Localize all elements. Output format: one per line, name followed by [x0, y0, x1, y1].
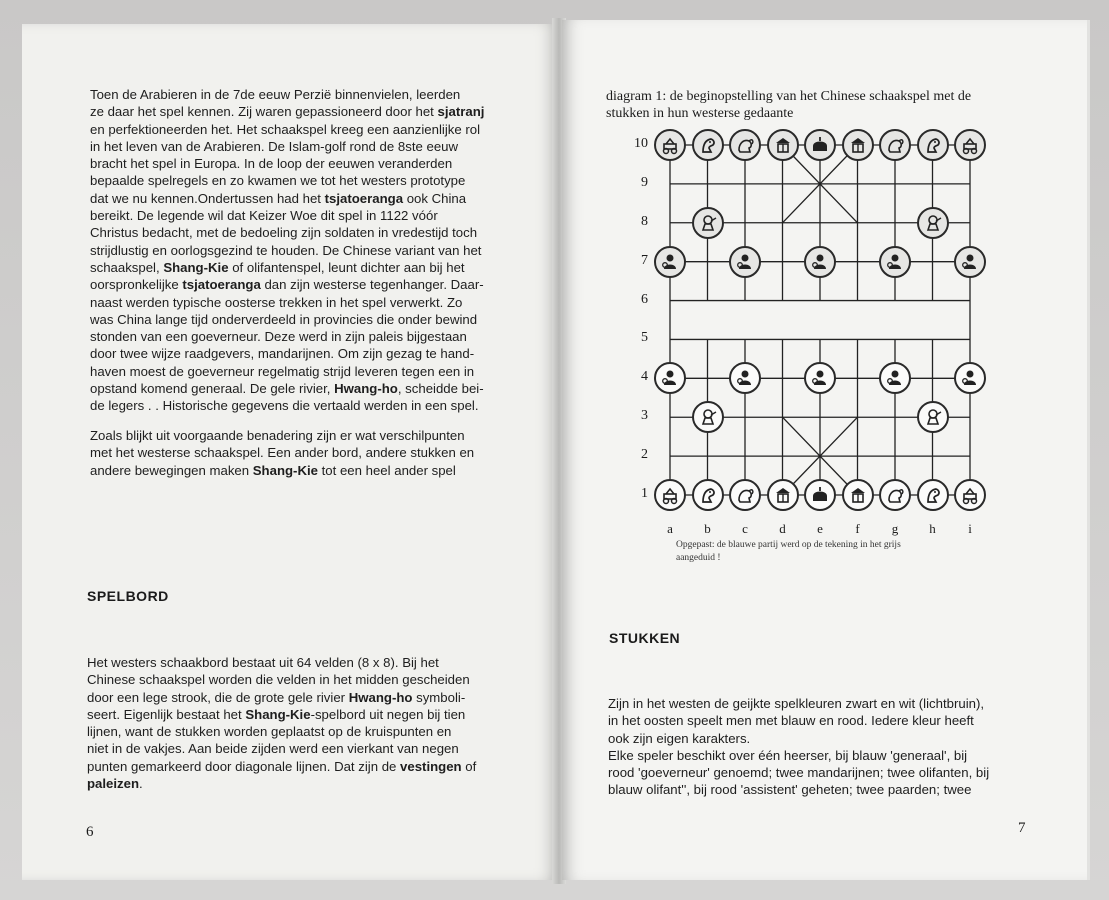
text-line — [90, 294, 510, 311]
pawn-icon — [810, 368, 830, 388]
pawn-piece — [804, 246, 836, 278]
bold-term: tsjatoeranga — [182, 277, 261, 293]
line-text-after: of olifantenspel, leunt dichter aan bij het — [228, 259, 465, 275]
line-text: dat we nu kennen.Ondertussen had het — [90, 190, 325, 206]
rank-label: 1 — [641, 486, 648, 501]
cannon-icon — [698, 213, 718, 233]
line-text: bepaalde spelregels en zo kwamen we tot het westers prototype — [90, 173, 466, 189]
knight-piece — [917, 129, 949, 161]
advisor-icon — [848, 135, 868, 155]
cannon-icon — [698, 407, 718, 427]
knight-piece — [917, 479, 949, 511]
line-text: andere bewegingen maken — [90, 462, 253, 478]
file-label: g — [891, 521, 899, 536]
rank-label: 2 — [641, 447, 648, 463]
knight-icon — [923, 485, 943, 505]
bishop-piece — [729, 479, 761, 511]
text-line: ook zijn eigen karakters. — [608, 730, 751, 746]
pawn-icon — [885, 368, 905, 388]
bold-term: Shang-Kie — [245, 706, 311, 722]
king-icon — [810, 485, 830, 505]
cannon-piece — [692, 207, 724, 239]
rank-label: 9 — [641, 174, 648, 190]
text-line — [90, 427, 510, 444]
text-line — [90, 86, 510, 103]
text-line — [87, 723, 512, 740]
text-line — [87, 706, 512, 723]
rook-piece — [954, 129, 986, 161]
line-text: Christus bedacht, met de bedoeling zijn soldaten in vredestijd toch — [90, 225, 478, 241]
bold-term: sjatranj — [437, 104, 485, 120]
text-line — [90, 328, 510, 345]
line-text: seert. Eigenlijk bestaat het — [87, 706, 246, 722]
rook-icon — [960, 485, 980, 505]
heading-stukken: STUKKEN — [609, 630, 681, 646]
page-number-right: 7 — [1018, 820, 1026, 836]
knight-icon — [923, 135, 943, 155]
text-line: in het oosten speelt men met blauw en rood. Iedere kleur heeft — [608, 713, 974, 729]
file-label: a — [667, 521, 673, 536]
text-line — [90, 276, 510, 293]
knight-icon — [698, 135, 718, 155]
text-line — [90, 397, 510, 414]
text-line — [90, 172, 510, 189]
text-line — [90, 190, 510, 207]
bold-term: Shang-Kie — [163, 259, 229, 275]
text-line — [90, 363, 510, 380]
text-line — [87, 654, 512, 671]
line-text: Het westers schaakbord bestaat uit 64 velden (8 x 8). Bij het — [87, 655, 439, 670]
text-line — [87, 775, 512, 792]
line-text-after: tot een heel ander spel — [317, 462, 456, 478]
text-line: rood 'goeverneur' genoemd; twee mandarijnen; twee olifanten, bij — [608, 765, 990, 781]
rank-label: 4 — [641, 369, 648, 385]
text-line: Zijn in het westen de geijkte spelkleuren zwart en wit (lichtbruin), — [608, 696, 985, 711]
text-line — [90, 224, 510, 241]
line-text-after: , scheidde bei- — [397, 381, 484, 397]
text-line — [90, 345, 510, 362]
rook-icon — [660, 485, 680, 505]
file-label: f — [855, 521, 860, 536]
paragraph-differences — [90, 427, 510, 479]
line-text: ze daar het spel kennen. Zij waren gepassioneerd door het — [90, 104, 438, 120]
pawn-icon — [735, 368, 755, 388]
line-text: strijdlustig en oorlogsgezind te houden. De Chinese variant van het — [90, 242, 482, 258]
line-text-after: -spelbord uit negen bij tien — [310, 706, 466, 722]
text-line — [90, 311, 510, 328]
knight-icon — [698, 485, 718, 505]
line-text: lijnen, want de stukken worden geplaatst op de kruispunten en — [87, 724, 452, 740]
text-line — [90, 138, 510, 155]
rook-icon — [960, 135, 980, 155]
king-piece — [804, 479, 836, 511]
left-page — [22, 24, 557, 880]
text-line — [90, 259, 510, 276]
pawn-piece — [654, 246, 686, 278]
line-text: naast werden typische oosterse trekken in het spel verwerkt. Zo — [90, 294, 463, 310]
paragraph-spelbord — [87, 654, 512, 792]
line-text: bracht het spel in Europa. In de loop der eeuwen veranderden — [90, 156, 453, 172]
line-text: door een lege strook, die de grote gele rivier — [87, 689, 349, 705]
xiangqi-board-diagram — [562, 20, 1087, 560]
bold-term: Shang-Kie — [252, 462, 318, 478]
text-line — [90, 444, 510, 461]
bishop-piece — [879, 479, 911, 511]
text-line: Elke speler beschikt over één heerser, bij blauw 'generaal', bij — [608, 747, 968, 763]
pawn-icon — [885, 252, 905, 272]
pawn-icon — [735, 252, 755, 272]
bishop-icon — [885, 485, 905, 505]
rook-piece — [654, 129, 686, 161]
pawn-icon — [960, 252, 980, 272]
cannon-piece — [917, 207, 949, 239]
line-text-after: dan zijn westerse tegenhanger. Daar- — [260, 277, 484, 293]
line-text: oorspronkelijke — [90, 277, 183, 293]
rank-label: 7 — [641, 252, 648, 268]
text-line — [90, 103, 510, 120]
text-line — [90, 121, 510, 138]
text-line — [90, 207, 510, 224]
rank-label: 10 — [634, 136, 648, 151]
line-text: haven moest de goeverneur regelmatig strijd leveren tegen een in — [90, 363, 475, 379]
bishop-piece — [729, 129, 761, 161]
file-label: h — [929, 521, 936, 536]
bold-term: tsjatoeranga — [324, 190, 404, 206]
line-text: door twee wijze raadgevers, mandarijnen. Om zijn gezag te hand- — [90, 346, 475, 362]
pawn-icon — [660, 368, 680, 388]
line-text-after: ook China — [403, 190, 467, 206]
rank-label: 3 — [641, 408, 648, 424]
king-piece — [804, 129, 836, 161]
advisor-icon — [773, 135, 793, 155]
bold-term: Hwang-ho — [334, 381, 398, 397]
line-text: was China lange tijd onderverdeeld in provincies die onder bewind — [90, 311, 478, 327]
text-line — [90, 380, 510, 397]
pawn-piece — [954, 246, 986, 278]
bishop-icon — [735, 135, 755, 155]
line-text: bereikt. De legende wil dat Keizer Woe dit spel in 1122 vóór — [90, 208, 438, 224]
bishop-piece — [879, 129, 911, 161]
file-label: i — [968, 521, 972, 536]
pawn-icon — [660, 252, 680, 272]
pawn-piece — [879, 246, 911, 278]
paragraph-stukken — [608, 695, 1058, 799]
bishop-icon — [735, 485, 755, 505]
rook-piece — [954, 479, 986, 511]
advisor-piece — [842, 129, 874, 161]
file-label: c — [742, 521, 748, 536]
advisor-piece — [767, 479, 799, 511]
pawn-icon — [810, 252, 830, 272]
bishop-icon — [885, 135, 905, 155]
diagram-note-line2: aangeduid ! — [676, 553, 721, 563]
file-label: b — [704, 521, 711, 536]
line-text: Chinese schaakspel worden die velden in het midden gescheiden — [87, 672, 470, 688]
cannon-icon — [923, 213, 943, 233]
text-line — [87, 671, 512, 688]
line-text-after: symboli- — [412, 689, 466, 705]
file-label: d — [779, 521, 786, 536]
pawn-piece — [729, 246, 761, 278]
line-text: Zoals blijkt uit voorgaande benadering zijn er wat verschilpunten — [90, 428, 465, 443]
line-text: de legers . . Historische gegevens die vertaald werden in een spel. — [90, 398, 479, 414]
line-text: stonden van een goeverneur. Deze werd in zijn paleis bijgestaan — [90, 329, 467, 345]
line-text-after: . — [139, 776, 143, 792]
text-line — [87, 740, 512, 757]
cannon-piece — [692, 401, 724, 433]
text-line — [90, 155, 510, 172]
text-line — [90, 462, 510, 479]
advisor-icon — [848, 485, 868, 505]
paragraph-history — [90, 86, 510, 415]
line-text: Toen de Arabieren in de 7de eeuw Perzië binnenvielen, leerden — [90, 87, 461, 102]
rank-label: 6 — [641, 291, 648, 307]
diagram-caption-line1: diagram 1: de beginopstelling van het Chinese schaakspel met de — [606, 89, 972, 104]
file-label: e — [817, 521, 823, 536]
knight-piece — [692, 479, 724, 511]
heading-spelbord: SPELBORD — [87, 588, 169, 604]
right-page — [562, 20, 1087, 880]
advisor-piece — [767, 129, 799, 161]
advisor-icon — [773, 485, 793, 505]
advisor-piece — [842, 479, 874, 511]
line-text: met het westerse schaakspel. Een ander bord, andere stukken en — [90, 445, 475, 461]
bold-term: vestingen — [400, 758, 462, 774]
line-text: punten gemarkeerd door diagonale lijnen. Dat zijn de — [87, 758, 401, 774]
line-text-after: of — [461, 758, 477, 774]
rank-label: 8 — [641, 213, 648, 229]
rook-piece — [654, 479, 686, 511]
text-line — [87, 758, 512, 775]
cannon-icon — [923, 407, 943, 427]
bold-term: Hwang-ho — [348, 689, 413, 705]
king-icon — [810, 135, 830, 155]
rook-icon — [660, 135, 680, 155]
cannon-piece — [917, 401, 949, 433]
line-text: niet in de vakjes. Aan beide zijden werd een vierkant van negen — [87, 741, 459, 757]
line-text: in het leven van de Arabieren. De Islam-golf rond de 8ste eeuw — [90, 138, 459, 154]
page-number-left: 6 — [86, 824, 94, 840]
bold-term: paleizen — [87, 776, 140, 792]
pawn-icon — [960, 368, 980, 388]
diagram-caption-line2: stukken in hun westerse gedaante — [606, 106, 794, 121]
line-text: schaakspel, — [90, 259, 164, 275]
line-text: en perfektioneerden het. Het schaakspel kreeg een aanzienlijke rol — [90, 121, 481, 137]
diagram-note-line1: Opgepast: de blauwe partij werd op de tekening in het grijs — [676, 540, 901, 550]
rank-label: 5 — [641, 330, 648, 346]
text-line — [87, 689, 512, 706]
line-text: opstand komend generaal. De gele rivier, — [90, 381, 335, 397]
text-line — [90, 242, 510, 259]
knight-piece — [692, 129, 724, 161]
text-line: blauw olifant'', bij rood 'assistent' geheten; twee paarden; twee — [608, 782, 972, 798]
